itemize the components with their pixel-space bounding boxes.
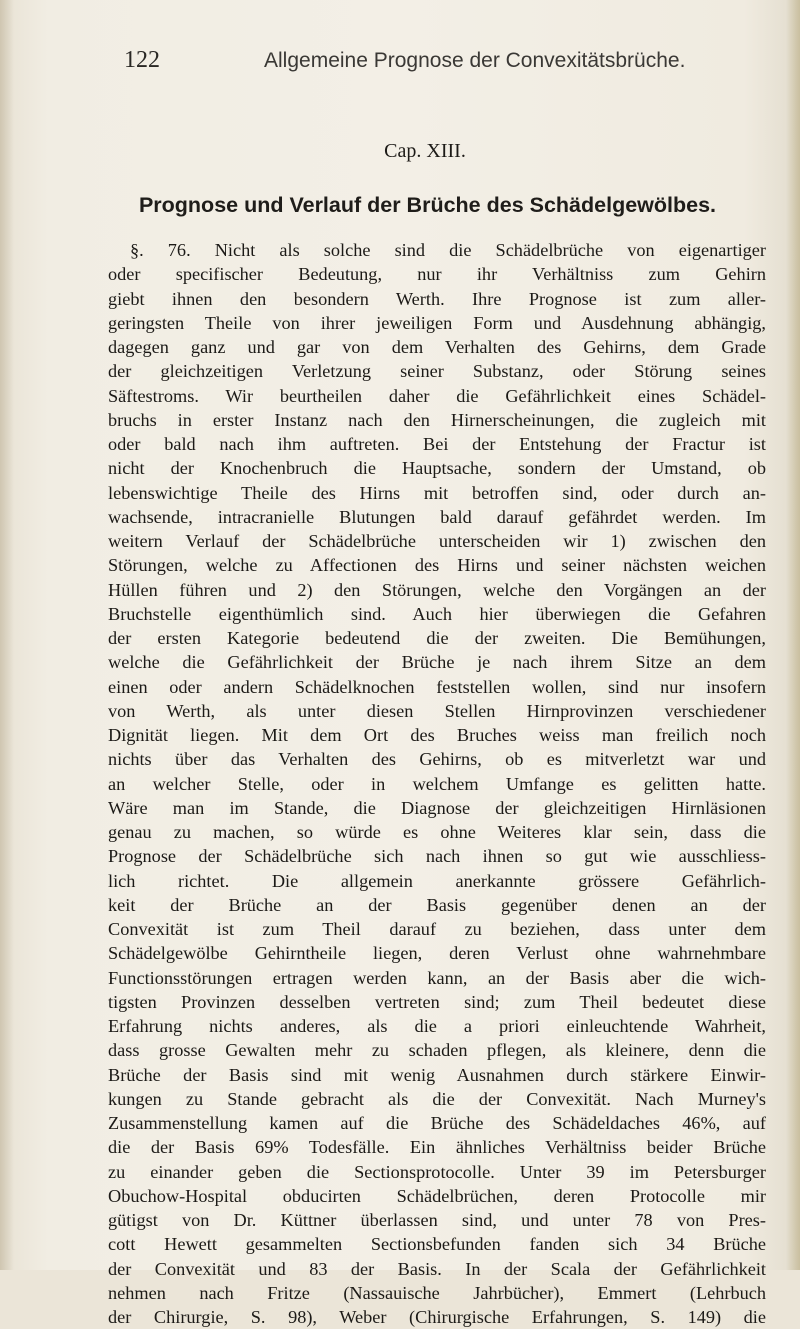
text-line: Bruchstelle eigenthümlich sind. Auch hier überwiegen die Gefahren — [108, 603, 766, 624]
text-line: dass grosse Gewalten mehr zu schaden pflegen, als kleinere, denn die — [108, 1040, 766, 1061]
text-line: oder specifischer Bedeutung, nur ihr Verhältniss zum Gehirn — [108, 264, 766, 285]
text-line: oder bald nach ihm auftreten. Bei der Entstehung der Fractur ist — [108, 434, 766, 454]
running-head — [124, 47, 760, 77]
text-line: wachsende, intracranielle Blutungen bald darauf gefährdet werden. Im — [108, 506, 766, 527]
text-line: Zusammenstellung kamen auf die Brüche des Schädeldaches 46%, auf — [108, 1113, 766, 1133]
text-line: Brüche der Basis sind mit wenig Ausnahmen durch stärkere Einwir- — [108, 1064, 766, 1085]
text-line: Schädelgewölbe Gehirntheile liegen, deren Verlust ohne wahrnehmbare — [108, 943, 766, 964]
text-line: cott Hewett gesammelten Sectionsbefunden fanden sich 34 Brüche — [108, 1234, 766, 1255]
text-line: bruchs in erster Instanz nach den Hirnerscheinungen, die zugleich mit — [108, 409, 766, 430]
text-line: dagegen ganz und gar von dem Verhalten des Gehirns, dem Grade — [108, 337, 766, 357]
running-title: Allgemeine Prognose der Convexitätsbrüche. — [264, 49, 686, 72]
text-line: Obuchow-Hospital obducirten Schädelbrüchen, deren Protocolle mir — [108, 1185, 766, 1206]
text-line: der Convexität und 83 der Basis. In der Scala der Gefährlichkeit — [108, 1258, 766, 1279]
page-number: 122 — [124, 47, 160, 73]
text-line: lebenswichtige Theile des Hirns mit betroffen sind, oder durch an- — [108, 482, 766, 503]
text-line: der Chirurgie, S. 98), Weber (Chirurgische Erfahrungen, S. 149) die — [108, 1307, 766, 1327]
text-line: lich richtet. Die allgemein anerkannte grössere Gefährlich- — [108, 870, 766, 891]
text-line: gütigst von Dr. Küttner überlassen sind, und unter 78 von Pres- — [108, 1210, 766, 1230]
text-line: nicht der Knochenbruch die Hauptsache, sondern der Umstand, ob — [108, 458, 766, 479]
text-line: Hüllen führen und 2) den Störungen, welche den Vorgängen an der — [108, 579, 766, 600]
chapter-number: Cap. XIII. — [384, 140, 466, 162]
text-line: zu einander geben die Sectionsprotocolle. Unter 39 im Petersburger — [108, 1161, 766, 1182]
text-line: nichts über das Verhalten des Gehirns, ob es mitverletzt war und — [108, 749, 766, 770]
text-line: giebt ihnen den besondern Werth. Ihre Prognose ist zum aller- — [108, 288, 766, 309]
body-text — [108, 238, 766, 1329]
text-line: Dignität liegen. Mit dem Ort des Bruches weiss man freilich noch — [108, 725, 766, 745]
text-line: kungen zu Stande gebracht als die der Convexität. Nach Murney's — [108, 1088, 766, 1109]
text-line: von Werth, als unter diesen Stellen Hirnprovinzen verschiedener — [108, 700, 766, 721]
text-line: geringsten Theile von ihrer jeweiligen Form und Ausdehnung abhängig, — [108, 312, 766, 333]
text-line: Wäre man im Stande, die Diagnose der gleichzeitigen Hirnläsionen — [108, 797, 766, 818]
text-line: der gleichzeitigen Verletzung seiner Substanz, oder Störung seines — [108, 361, 766, 382]
page-edge-shadow-right — [786, 0, 800, 1270]
text-line: keit der Brüche an der Basis gegenüber denen an der — [108, 894, 766, 915]
text-line: der ersten Kategorie bedeutend die der zweiten. Die Bemühungen, — [108, 628, 766, 648]
text-line: Prognose der Schädelbrüche sich nach ihnen so gut wie ausschliess- — [108, 846, 766, 867]
text-line: die der Basis 69% Todesfälle. Ein ähnliches Verhältniss beider Brüche — [108, 1137, 766, 1158]
text-line: Convexität ist zum Theil darauf zu beziehen, dass unter dem — [108, 919, 766, 939]
text-line: an welcher Stelle, oder in welchem Umfange es gelitten hatte. — [108, 773, 766, 794]
text-line: Erfahrung nichts anderes, als die a priori einleuchtende Wahrheit, — [108, 1016, 766, 1036]
text-line: Störungen, welche zu Affectionen des Hirns und seiner nächsten weichen — [108, 555, 766, 576]
text-line: weitern Verlauf der Schädelbrüche unterscheiden wir 1) zwischen den — [108, 531, 766, 551]
page-edge-shadow-left — [0, 0, 14, 1270]
text-line: Functionsstörungen ertragen werden kann, an der Basis aber die wich- — [108, 967, 766, 988]
text-line: einen oder andern Schädelknochen feststellen wollen, sind nur insofern — [108, 676, 766, 697]
text-line: §. 76. Nicht als solche sind die Schädelbrüche von eigenartiger — [130, 240, 766, 260]
text-line: nehmen nach Fritze (Nassauische Jahrbücher), Emmert (Lehrbuch — [108, 1282, 766, 1303]
text-line: Säftestroms. Wir beurtheilen daher die Gefährlichkeit eines Schädel- — [108, 385, 766, 406]
text-line: welche die Gefährlichkeit der Brüche je nach ihrem Sitze an dem — [108, 652, 766, 673]
text-line: genau zu machen, so würde es ohne Weiteres klar sein, dass die — [108, 822, 766, 842]
text-line: tigsten Provinzen desselben vertreten sind; zum Theil bedeutet diese — [108, 991, 766, 1012]
chapter-heading: Prognose und Verlauf der Brüche des Schädelgewölbes. — [138, 193, 717, 217]
